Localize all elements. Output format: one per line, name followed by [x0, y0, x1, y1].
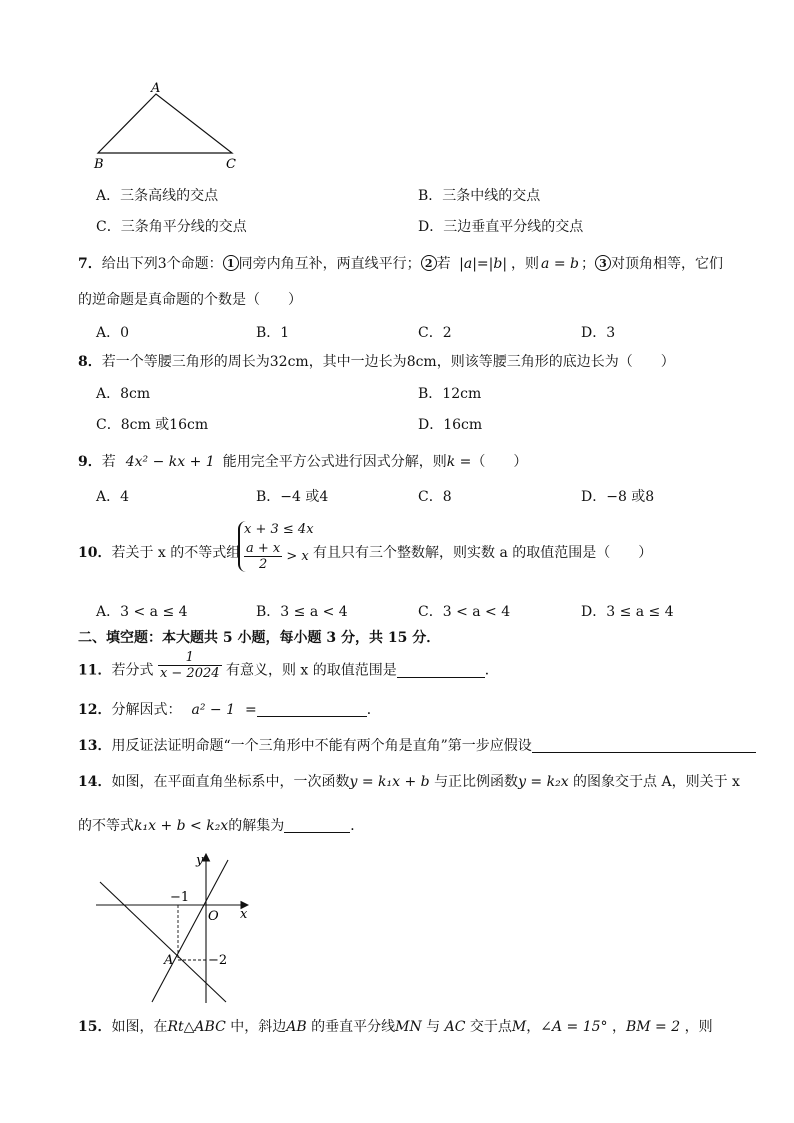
q7-proposition-1: 同旁内角互补，两直线平行； [238, 256, 421, 272]
q10-option-b[interactable]: B．3 ≤ a < 4 [256, 604, 348, 620]
q7-count: 3 [157, 256, 167, 272]
q10-option-c[interactable]: C．3 < a < 4 [418, 604, 511, 620]
q15-right-triangle: Rt△ABC [167, 1019, 226, 1035]
q12-number: 12． [78, 702, 112, 718]
q8-perimeter: 32cm [269, 354, 309, 370]
q7-stem-line2: 的逆命题是真命题的个数是（ ） [78, 292, 302, 308]
x-axis-label: x [240, 907, 248, 922]
q7-option-d[interactable]: D．3 [581, 325, 616, 341]
q11-text: 若分式 [111, 662, 154, 679]
q7-option-a[interactable]: A．0 [96, 325, 130, 341]
circled-number-3: 3 [595, 255, 611, 271]
q14-linear-function: y = k₁x + b [349, 774, 430, 790]
q8-side: 8cm [406, 354, 437, 370]
q15-hypotenuse: AB [286, 1019, 307, 1035]
tick-label-neg2: −2 [208, 953, 228, 968]
q7-text: ； [580, 256, 595, 272]
fraction-numerator: 1 [158, 650, 222, 666]
q14-stem-line2 [78, 817, 364, 835]
q9-option-d[interactable]: D．−8 或8 [581, 489, 655, 505]
vertex-label-c: C [226, 157, 236, 172]
fraction-denominator: x − 2024 [159, 666, 220, 681]
q12-equals: = [244, 702, 257, 718]
q8-option-b[interactable]: B．12cm [418, 386, 482, 402]
q11-stem [78, 650, 499, 681]
q9-option-a[interactable]: A．4 [96, 489, 130, 505]
q10-option-d[interactable]: D．3 ≤ a ≤ 4 [581, 604, 674, 620]
q15-text: ， [526, 1019, 541, 1035]
q9-number: 9． [78, 454, 102, 470]
q15-number: 15． [78, 1019, 112, 1035]
inequality-system [238, 521, 314, 572]
q15-text: 与 [426, 1019, 441, 1035]
q8-text: 若一个等腰三角形的周长为 [101, 354, 270, 370]
q9-stem [78, 453, 527, 471]
inequality-2-fraction [244, 541, 282, 572]
q14-inequality: k₁x + b < k₂x [134, 818, 229, 834]
q15-text: ， [611, 1019, 626, 1035]
q10-text: 若关于 x 的不等式组 [111, 545, 241, 561]
q6-option-d[interactable]: D．三边垂直平分线的交点 [418, 219, 584, 235]
q7-text: 个命题： [166, 256, 223, 272]
point-a-label: A [164, 953, 174, 968]
q8-option-d[interactable]: D．16cm [418, 417, 483, 433]
q14-text: 与正比例函数 [434, 774, 519, 790]
circled-number-1: 1 [223, 255, 239, 271]
q14-answer-blank[interactable] [284, 818, 350, 833]
q7-stem-line1 [78, 255, 723, 273]
q8-text: ，则该等腰三角形的底边长为（ ） [436, 354, 675, 370]
abs-equation: |a|=|b| [459, 256, 508, 272]
q11-text: 有意义，则 x 的取值范围是 [225, 662, 397, 679]
q14-text: ． [350, 818, 365, 834]
fraction-denominator: 2 [258, 557, 268, 572]
q15-text: 的垂直平分线 [311, 1019, 396, 1035]
q7-proposition-3: 对顶角相等，它们 [610, 256, 723, 272]
q10-option-a[interactable]: A．3 < a ≤ 4 [96, 604, 188, 620]
circled-number-2: 2 [421, 255, 437, 271]
q14-text: 如图，在平面直角坐标系中，一次函数 [111, 774, 350, 790]
equation-a-b: a = b [541, 256, 579, 272]
q11-number: 11． [78, 662, 112, 679]
q12-answer-blank[interactable] [257, 702, 367, 717]
inequality-2-tail: > x [286, 549, 309, 564]
q10-stem-suffix: 有且只有三个整数解，则实数 a 的取值范围是（ ） [313, 545, 653, 561]
q8-number: 8． [78, 354, 102, 370]
q11-fraction [158, 650, 222, 681]
triangle-figure [88, 78, 248, 178]
q15-text: 中，斜边 [230, 1019, 287, 1035]
q10-stem-prefix [78, 544, 240, 562]
q13-text: 用反证法证明命题“一个三角形中不能有两个角是直角”第一步应假设 [111, 738, 532, 754]
q11-answer-blank[interactable] [397, 663, 485, 678]
q6-option-b[interactable]: B．三条中线的交点 [418, 188, 541, 204]
vertex-label-b: B [94, 157, 104, 172]
q12-text: ． [366, 702, 381, 718]
q12-expression: a² − 1 [191, 702, 235, 718]
q15-point-m: M [511, 1019, 527, 1035]
q6-option-a[interactable]: A．三条高线的交点 [96, 188, 219, 204]
tick-label-neg1: −1 [170, 890, 190, 905]
vertex-label-a: A [151, 81, 161, 96]
q15-side-ac: AC [444, 1019, 466, 1035]
q14-text: 的不等式 [78, 818, 134, 834]
q9-option-b[interactable]: B．−4 或4 [256, 489, 329, 505]
q14-stem-line1 [78, 773, 740, 791]
q15-angle: ∠A = 15° [540, 1019, 608, 1035]
q15-text: 交于点 [469, 1019, 512, 1035]
q7-text: ，则 [511, 256, 540, 272]
q7-number: 7． [78, 256, 102, 272]
q10-number: 10． [78, 545, 112, 561]
section-2-title: 二、填空题：本大题共 5 小题，每小题 3 分，共 15 分． [78, 630, 441, 646]
q9-k: k = [446, 454, 472, 470]
q14-text: 的图象交于点 A，则关于 x [573, 774, 740, 790]
y-axis-label: y [196, 853, 204, 868]
q7-proposition-2: 若 [436, 256, 451, 272]
q14-number: 14． [78, 774, 112, 790]
q15-bm: BM = 2 [625, 1019, 681, 1035]
q9-text: （ ） [471, 454, 528, 470]
inequality-2 [244, 538, 314, 572]
q12-text: 分解因式： [111, 702, 182, 718]
q8-text: ，其中一边长为 [308, 354, 407, 370]
q15-stem [78, 1018, 713, 1036]
q14-proportional-function: y = k₂x [518, 774, 569, 790]
q9-text: 能用完全平方公式进行因式分解，则 [222, 454, 447, 470]
q15-text: ，则 [684, 1019, 713, 1035]
triangle-abc [98, 94, 232, 153]
q14-text: 的解集为 [228, 818, 285, 834]
q15-text: 如图，在 [111, 1019, 168, 1035]
line-proportional-function [152, 860, 228, 1002]
origin-label: O [208, 909, 219, 924]
q9-option-c[interactable]: C．8 [418, 489, 452, 505]
q15-bisector: MN [395, 1019, 422, 1035]
q11-text: ． [484, 662, 499, 679]
q13-answer-blank[interactable] [532, 738, 756, 753]
q12-stem [78, 701, 381, 719]
q8-stem [78, 353, 675, 371]
q9-polynomial: 4x² − kx + 1 [125, 454, 215, 470]
q6-option-c[interactable]: C．三条角平分线的交点 [96, 219, 247, 235]
inequality-1: x + 3 ≤ 4x [244, 522, 314, 537]
q13-number: 13． [78, 738, 112, 754]
q7-text: 给出下列 [101, 256, 158, 272]
q9-text: 若 [101, 454, 116, 470]
fraction-numerator: a + x [246, 541, 281, 556]
q7-option-c[interactable]: C．2 [418, 325, 452, 341]
q7-option-b[interactable]: B．1 [256, 325, 290, 341]
q13-stem [78, 737, 756, 755]
q8-option-a[interactable]: A．8cm [96, 386, 151, 402]
coordinate-graph [90, 848, 260, 1008]
q8-option-c[interactable]: C．8cm 或16cm [96, 417, 209, 433]
